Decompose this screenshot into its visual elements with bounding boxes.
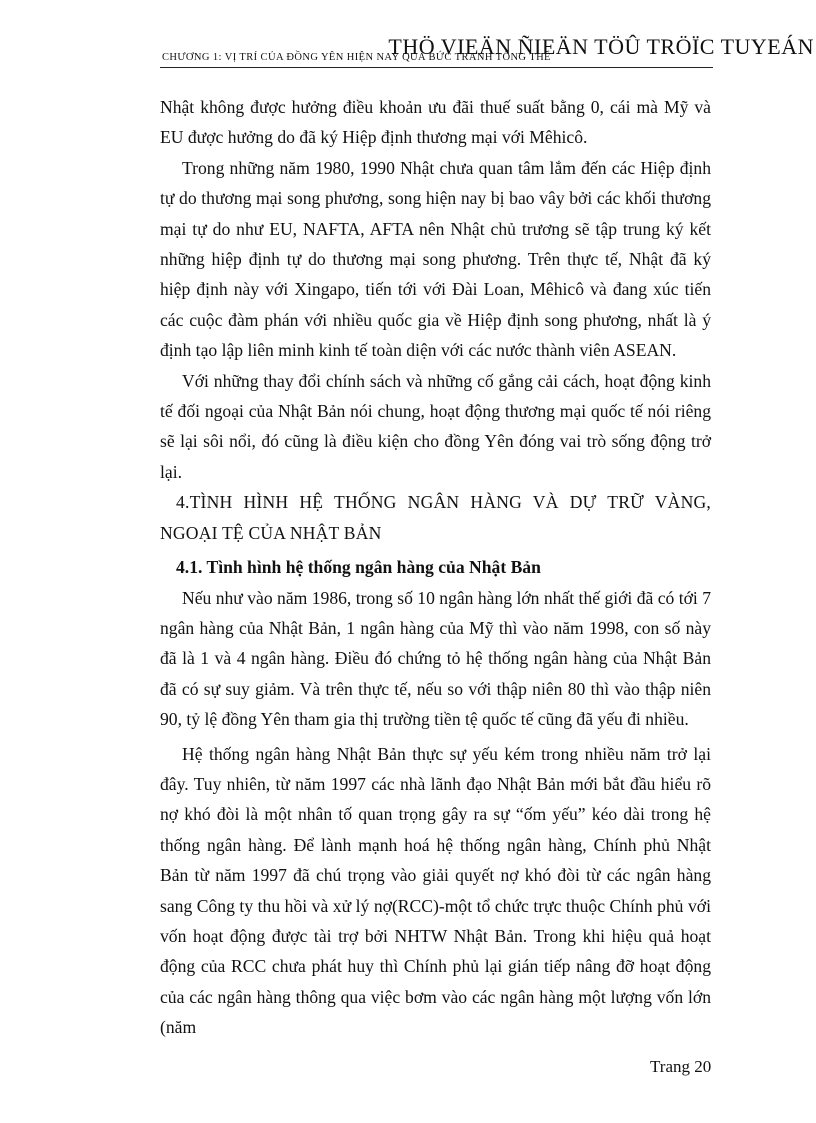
subsection-heading-4-1: 4.1. Tình hình hệ thống ngân hàng của Nhật Bản	[176, 557, 541, 578]
paragraph-5: Hệ thống ngân hàng Nhật Bản thực sự yếu kém trong nhiều năm trở lại đây. Tuy nhiên, từ năm 1997 các nhà lãnh đạo Nhật Bản mới bắt đầu hiểu rõ nợ khó đòi là một nhân tố quan trọng gây ra sự “ốm yếu” kéo dài trong hệ thống ngân hàng. Để lành mạnh hoá hệ thống ngân hàng, Chính phủ Nhật Bản từ năm 1997 đã chú trọng vào giải quyết nợ khó đòi từ các ngân hàng sang Công ty thu hồi và xử lý nợ(RCC)-một tổ chức trực thuộc Chính phủ với vốn hoạt động được tài trợ bởi NHTW Nhật Bản. Trong khi hiệu quả hoạt động của RCC chưa phát huy thì Chính phủ lại gián tiếp nâng đỡ hoạt động của các ngân hàng thông qua việc bơm vào các ngân hàng một lượng vốn lớn (năm	[160, 743, 711, 1038]
paragraph-2: Trong những năm 1980, 1990 Nhật chưa quan tâm lắm đến các Hiệp định tự do thương mại song phương, song hiện nay bị bao vây bởi các khối thương mại tự do như EU, NAFTA, AFTA nên Nhật chủ trương sẽ tập trung ký kết những hiệp định tự do thương mại song phương. Trên thực tế, Nhật đã ký hiệp định này với Xingapo, tiến tới với Đài Loan, Mêhicô và đang xúc tiến các cuộc đàm phán với nhiều quốc gia về Hiệp định song phương, nhất là ý định tạo lập liên minh kinh tế toàn diện với các nước thành viên ASEAN.	[160, 157, 711, 361]
header-rule	[160, 67, 713, 68]
page-number: Trang 20	[650, 1057, 712, 1076]
paragraph-4: Nếu như vào năm 1986, trong số 10 ngân hàng lớn nhất thế giới đã có tới 7 ngân hàng của Nhật Bản, 1 ngân hàng của Mỹ thì vào năm 1998, con số này đã là 1 và 4 ngân hàng. Điều đó chứng tỏ hệ thống ngân hàng của Nhật Bản đã có sự suy giảm. Và trên thực tế, nếu so với thập niên 80 thì vào thập niên 90, tỷ lệ đồng Yên tham gia thị trường tiền tệ quốc tế cũng đã yếu đi nhiều.	[160, 587, 712, 730]
section-heading-4: 4.TÌNH HÌNH HỆ THỐNG NGÂN HÀNG VÀ DỰ TRỮ VÀNG, NGOẠI TỆ CỦA NHẬT BẢN	[160, 492, 711, 543]
page-body	[160, 92, 711, 1043]
chapter-header: CHƯƠNG 1: VỊ TRÍ CỦA ĐỒNG YÊN HIỆN NAY QUA BỨC TRANH TỔNG THỂ	[162, 52, 551, 63]
paragraph-1: Nhật không được hưởng điều khoản ưu đãi thuế suất bằng 0, cái mà Mỹ và EU được hưởng do đã ký Hiệp định thương mại với Mêhicô.	[160, 97, 711, 148]
paragraph-3: Với những thay đổi chính sách và những cố gắng cải cách, hoạt động kinh tế đối ngoại của Nhật Bản nói chung, hoạt động thương mại quốc tế nói riêng sẽ lại sôi nổi, đó cũng là điều kiện cho đồng Yên đóng vai trò sống động trở lại.	[160, 370, 711, 482]
library-watermark: THÖ VIEÄN ÑIEÄN TÖÛ TRÖÏC TUYEÁN	[388, 34, 814, 59]
